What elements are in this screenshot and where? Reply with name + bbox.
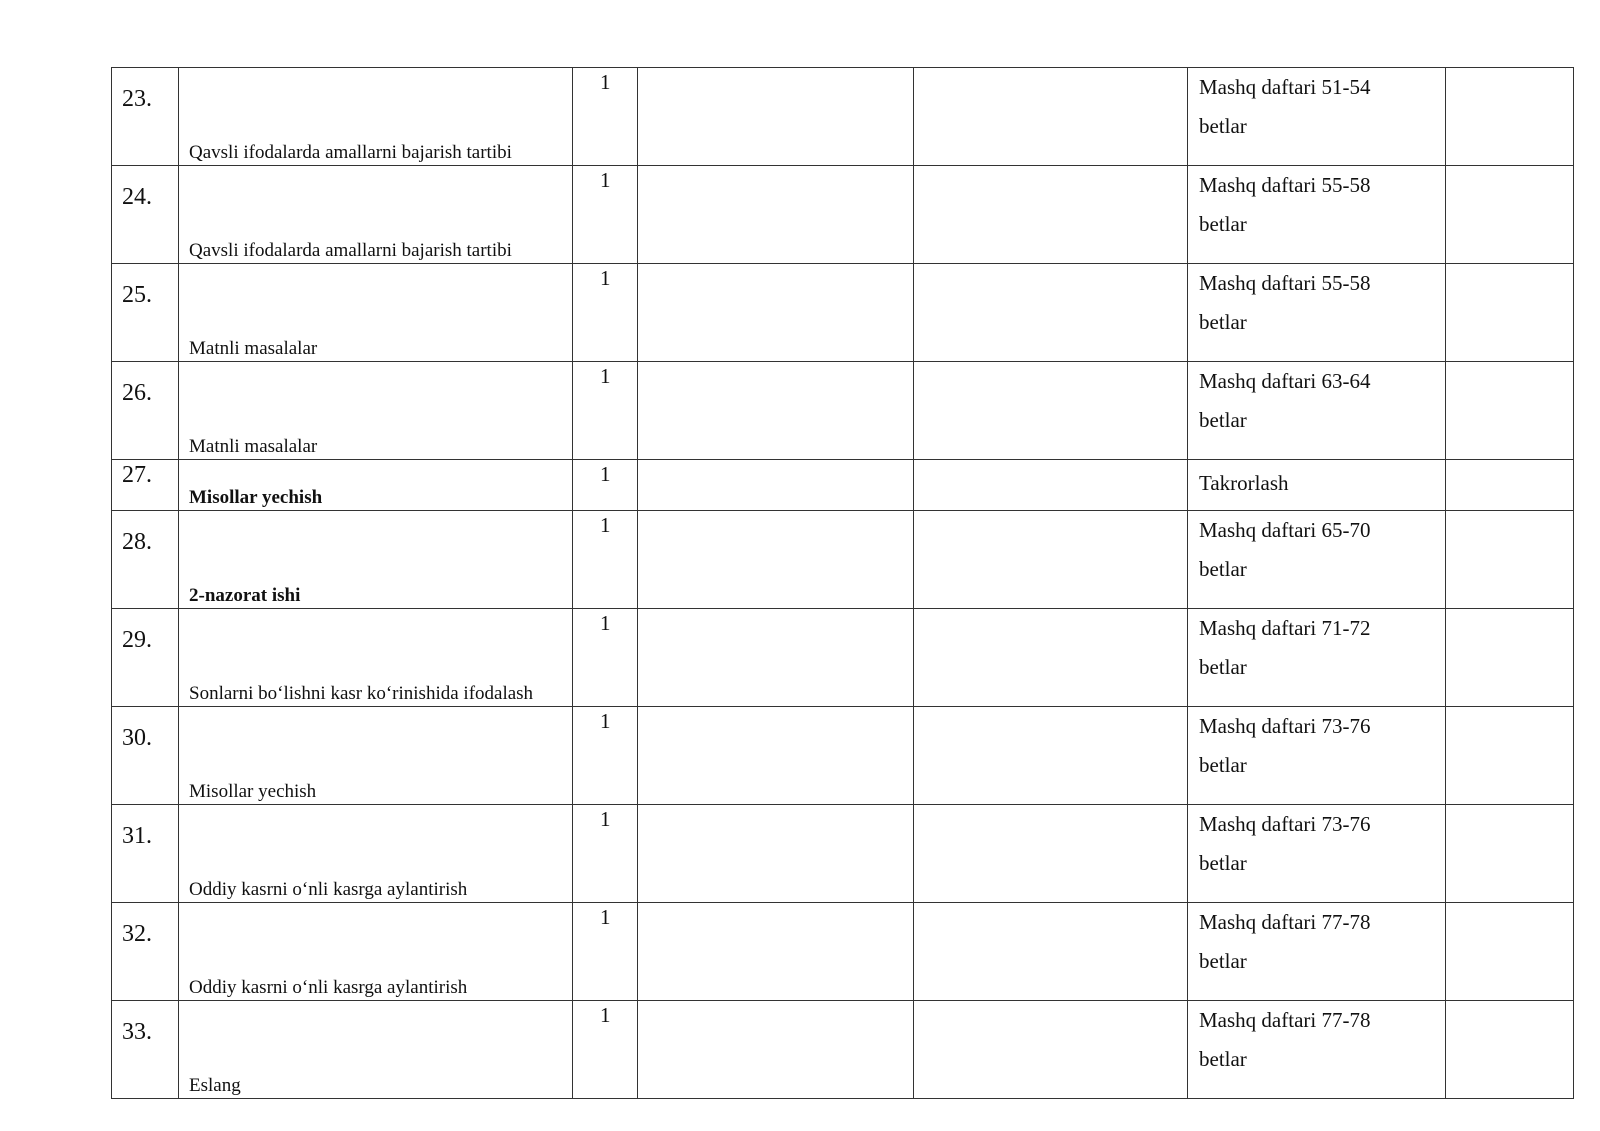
lesson-topic: Misollar yechish [189, 781, 317, 802]
homework-cell [1188, 362, 1446, 460]
notes-cell [914, 264, 1188, 362]
homework-line-2: betlar [1199, 753, 1247, 777]
lesson-topic-cell [179, 68, 573, 166]
lesson-topic: Sonlarni bo‘lishni kasr ko‘rinishida ifodalash [189, 683, 534, 704]
notes-cell [914, 166, 1188, 264]
lesson-topic-cell [179, 805, 573, 903]
homework-line-1: Mashq daftari 51-54 [1199, 75, 1371, 99]
lesson-topic: Qavsli ifodalarda amallarni bajarish tartibi [189, 142, 512, 163]
date-cell [638, 511, 914, 609]
lesson-topic-cell [179, 1001, 573, 1099]
date-cell [638, 68, 914, 166]
lesson-number: 29. [112, 609, 179, 707]
homework-line-1: Mashq daftari 55-58 [1199, 173, 1371, 197]
homework-cell [1188, 805, 1446, 903]
table-row [112, 264, 1574, 362]
table-row [112, 511, 1574, 609]
notes-cell [914, 609, 1188, 707]
homework-line-2: betlar [1199, 1047, 1247, 1071]
homework-cell [1188, 166, 1446, 264]
notes-cell [914, 903, 1188, 1001]
lesson-hours: 1 [573, 264, 638, 362]
homework-cell [1188, 1001, 1446, 1099]
lesson-plan-table [111, 67, 1574, 1099]
remarks-cell [1446, 903, 1574, 1001]
lesson-topic-cell [179, 264, 573, 362]
date-cell [638, 805, 914, 903]
homework-line-1: Mashq daftari 71-72 [1199, 616, 1371, 640]
homework-line-2: betlar [1199, 408, 1247, 432]
lesson-hours: 1 [573, 707, 638, 805]
notes-cell [914, 805, 1188, 903]
date-cell [638, 1001, 914, 1099]
lesson-topic-cell [179, 903, 573, 1001]
homework-line-2: betlar [1199, 949, 1247, 973]
remarks-cell [1446, 805, 1574, 903]
remarks-cell [1446, 68, 1574, 166]
homework-line-2: betlar [1199, 212, 1247, 236]
remarks-cell [1446, 511, 1574, 609]
lesson-topic-cell [179, 460, 573, 511]
homework-line-1: Mashq daftari 73-76 [1199, 812, 1371, 836]
remarks-cell [1446, 362, 1574, 460]
lesson-hours: 1 [573, 68, 638, 166]
lesson-topic: Oddiy kasrni o‘nli kasrga aylantirish [189, 879, 468, 900]
notes-cell [914, 68, 1188, 166]
notes-cell [914, 362, 1188, 460]
homework-cell [1188, 460, 1446, 511]
lesson-number: 30. [112, 707, 179, 805]
lesson-topic-cell [179, 707, 573, 805]
date-cell [638, 362, 914, 460]
remarks-cell [1446, 609, 1574, 707]
homework-line-2: betlar [1199, 310, 1247, 334]
lesson-hours: 1 [573, 362, 638, 460]
remarks-cell [1446, 166, 1574, 264]
homework-line-2: betlar [1199, 851, 1247, 875]
lesson-topic-cell [179, 166, 573, 264]
homework-cell [1188, 511, 1446, 609]
lesson-hours: 1 [573, 805, 638, 903]
table-row [112, 903, 1574, 1001]
lesson-number: 24. [112, 166, 179, 264]
lesson-topic: Qavsli ifodalarda amallarni bajarish tartibi [189, 240, 512, 261]
homework-line-1: Takrorlash [1199, 471, 1289, 495]
lesson-hours: 1 [573, 460, 638, 511]
lesson-number: 33. [112, 1001, 179, 1099]
lesson-topic: Matnli masalalar [189, 436, 318, 457]
table-row [112, 166, 1574, 264]
lesson-topic-cell [179, 609, 573, 707]
date-cell [638, 264, 914, 362]
lesson-number: 31. [112, 805, 179, 903]
lesson-hours: 1 [573, 511, 638, 609]
lesson-number: 25. [112, 264, 179, 362]
homework-line-1: Mashq daftari 73-76 [1199, 714, 1371, 738]
remarks-cell [1446, 460, 1574, 511]
table-row [112, 707, 1574, 805]
lesson-number: 23. [112, 68, 179, 166]
table-row [112, 805, 1574, 903]
lesson-topic-cell [179, 362, 573, 460]
lesson-hours: 1 [573, 166, 638, 264]
lesson-topic-cell [179, 511, 573, 609]
date-cell [638, 707, 914, 805]
remarks-cell [1446, 707, 1574, 805]
lesson-plan-body [112, 68, 1574, 1099]
date-cell [638, 903, 914, 1001]
lesson-topic: Matnli masalalar [189, 338, 318, 359]
homework-line-1: Mashq daftari 77-78 [1199, 1008, 1371, 1032]
notes-cell [914, 1001, 1188, 1099]
lesson-number: 28. [112, 511, 179, 609]
homework-cell [1188, 609, 1446, 707]
date-cell [638, 166, 914, 264]
homework-line-1: Mashq daftari 55-58 [1199, 271, 1371, 295]
remarks-cell [1446, 1001, 1574, 1099]
table-row [112, 460, 1574, 511]
homework-line-2: betlar [1199, 114, 1247, 138]
lesson-number: 26. [112, 362, 179, 460]
lesson-topic: Oddiy kasrni o‘nli kasrga aylantirish [189, 977, 468, 998]
notes-cell [914, 707, 1188, 805]
homework-line-1: Mashq daftari 65-70 [1199, 518, 1371, 542]
notes-cell [914, 511, 1188, 609]
lesson-topic: Misollar yechish [189, 487, 323, 508]
notes-cell [914, 460, 1188, 511]
table-row [112, 1001, 1574, 1099]
date-cell [638, 609, 914, 707]
lesson-hours: 1 [573, 903, 638, 1001]
date-cell [638, 460, 914, 511]
remarks-cell [1446, 264, 1574, 362]
lesson-topic: 2-nazorat ishi [189, 585, 301, 606]
homework-cell [1188, 903, 1446, 1001]
homework-cell [1188, 264, 1446, 362]
homework-cell [1188, 707, 1446, 805]
lesson-hours: 1 [573, 1001, 638, 1099]
homework-cell [1188, 68, 1446, 166]
lesson-topic: Eslang [189, 1075, 241, 1096]
homework-line-1: Mashq daftari 77-78 [1199, 910, 1371, 934]
table-row [112, 609, 1574, 707]
table-row [112, 68, 1574, 166]
table-row [112, 362, 1574, 460]
homework-line-1: Mashq daftari 63-64 [1199, 369, 1371, 393]
homework-line-2: betlar [1199, 557, 1247, 581]
homework-line-2: betlar [1199, 655, 1247, 679]
lesson-hours: 1 [573, 609, 638, 707]
lesson-number: 32. [112, 903, 179, 1001]
lesson-number: 27. [112, 460, 179, 511]
